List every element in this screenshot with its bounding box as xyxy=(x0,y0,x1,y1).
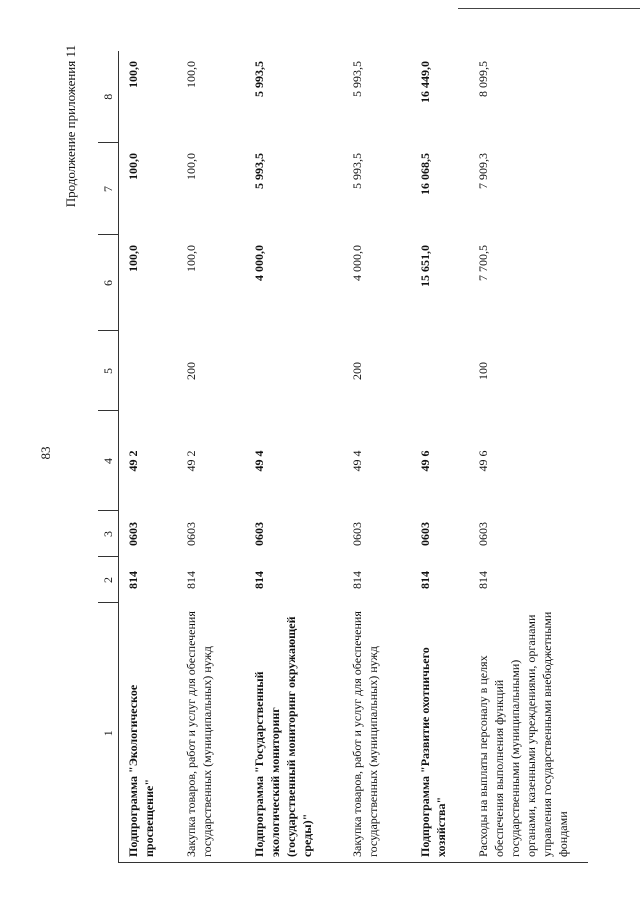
target-code: 49 6 xyxy=(476,450,490,472)
section-code: 0603 xyxy=(252,522,266,546)
admin-code: 814 xyxy=(126,571,140,589)
target-code: 49 6 xyxy=(418,450,432,472)
admin-code: 814 xyxy=(418,571,432,589)
col-header-7: 7 xyxy=(98,143,119,235)
col-header-6: 6 xyxy=(98,235,119,331)
section-code: 0603 xyxy=(350,522,364,546)
expense-type: 200 xyxy=(350,362,364,380)
col-header-2: 2 xyxy=(98,557,119,603)
amount-year-1: 4 000,0 xyxy=(350,245,364,281)
amount-year-2: 5 993,5 xyxy=(252,153,266,189)
expense-type: 100 xyxy=(476,362,490,380)
amount-year-2: 16 068,5 xyxy=(418,153,432,195)
page-number: 83 xyxy=(38,446,53,460)
table-row xyxy=(411,51,469,863)
target-code: 49 2 xyxy=(126,450,140,472)
amount-year-2: 100,0 xyxy=(126,153,140,180)
target-code: 49 4 xyxy=(350,450,364,472)
amount-year-1: 4 000,0 xyxy=(252,245,266,281)
row-name: Подпрограмма "Экологическое просвещение" xyxy=(126,684,156,857)
row-name: Подпрограмма "Развитие охотничьего хозяйства" xyxy=(418,647,448,857)
section-code: 0603 xyxy=(184,522,198,546)
row-name: Закупка товаров, работ и услуг для обеспечения государственных (муниципальных) нужд xyxy=(184,611,214,857)
admin-code: 814 xyxy=(350,571,364,589)
col-header-8: 8 xyxy=(98,51,119,143)
table-row xyxy=(119,51,178,863)
amount-year-1: 100,0 xyxy=(126,245,140,272)
amount-year-3: 5 993,5 xyxy=(252,61,266,97)
col-header-4: 4 xyxy=(98,411,119,511)
row-name: Закупка товаров, работ и услуг для обеспечения государственных (муниципальных) нужд xyxy=(350,611,380,857)
amount-year-3: 100,0 xyxy=(126,61,140,88)
amount-year-2: 5 993,5 xyxy=(350,153,364,189)
section-code: 0603 xyxy=(126,522,140,546)
section-code: 0603 xyxy=(418,522,432,546)
section-code: 0603 xyxy=(476,522,490,546)
admin-code: 814 xyxy=(476,571,490,589)
expense-type xyxy=(245,331,343,411)
amount-year-1: 100,0 xyxy=(184,245,198,272)
table-row xyxy=(245,51,343,863)
expense-type: 200 xyxy=(184,362,198,380)
col-header-3: 3 xyxy=(98,511,119,557)
row-name: Подпрограмма "Государственный экологический мониторинг (государственный мониторинг окружающей среды)" xyxy=(252,616,314,857)
amount-year-3: 5 993,5 xyxy=(350,61,364,97)
row-name: Расходы на выплаты персоналу в целях обеспечения выполнения функций государственными (муниципальными) органами, казенными учреждениями, органами управления государственными внебюджетными фондами xyxy=(476,611,570,857)
amount-year-3: 8 099,5 xyxy=(476,61,490,97)
target-code: 49 2 xyxy=(184,450,198,472)
expense-type xyxy=(411,331,469,411)
admin-code: 814 xyxy=(184,571,198,589)
amount-year-2: 7 909,3 xyxy=(476,153,490,189)
col-header-1: 1 xyxy=(98,603,119,863)
table-row xyxy=(177,51,245,863)
table-row xyxy=(343,51,411,863)
amount-year-3: 100,0 xyxy=(184,61,198,88)
amount-year-3: 16 449,0 xyxy=(418,61,432,103)
budget-table xyxy=(98,51,579,863)
table-row xyxy=(469,51,579,863)
appendix-caption: Продолжение приложения 11 xyxy=(63,45,78,208)
admin-code: 814 xyxy=(252,571,266,589)
expense-type xyxy=(119,331,178,411)
amount-year-1: 7 700,5 xyxy=(476,245,490,281)
target-code: 49 4 xyxy=(252,450,266,472)
col-header-5: 5 xyxy=(98,331,119,411)
amount-year-2: 100,0 xyxy=(184,153,198,180)
amount-year-1: 15 651,0 xyxy=(418,245,432,287)
header-row xyxy=(98,51,119,863)
